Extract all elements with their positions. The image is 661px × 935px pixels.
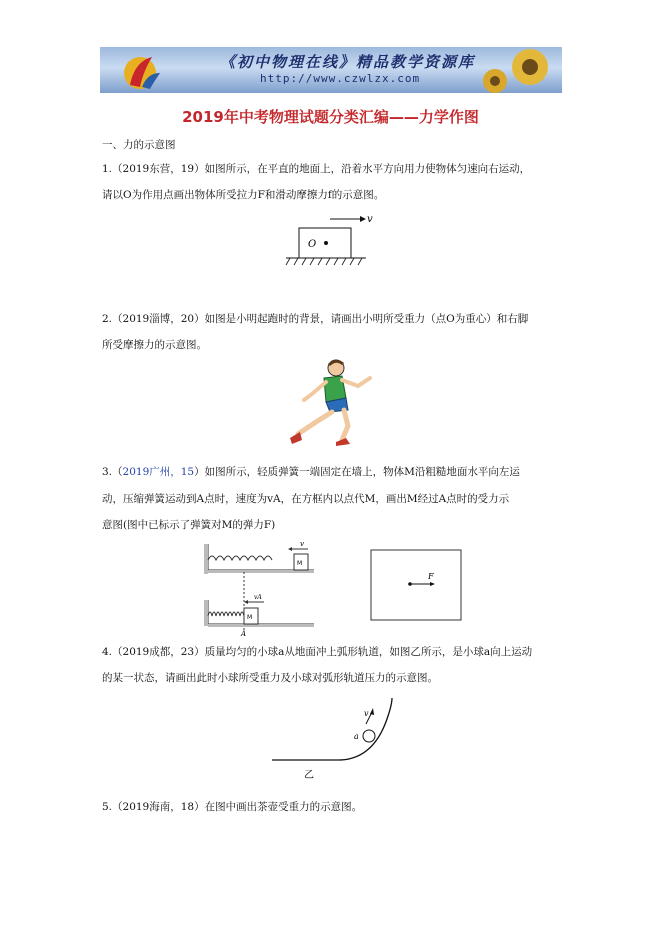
- section-heading: 一、力的示意图: [102, 139, 176, 151]
- document-title: 2019年中考物理试题分类汇编——力学作图: [182, 108, 479, 126]
- q4-label-yi: 乙: [304, 770, 314, 781]
- q3-line1-rest: ）如图所示，轻质弹簧一端固定在墙上，物体M沿粗糙地面水平向左运: [194, 466, 520, 478]
- q3-label-va: vA: [254, 594, 262, 601]
- q1-figure: [282, 212, 382, 270]
- q4-label-v: v: [364, 709, 369, 718]
- q3-label-m-bottom: M: [247, 614, 253, 621]
- q1-label-o: O: [308, 239, 317, 250]
- q3-line1: [102, 466, 520, 479]
- q4-line2: 的某一状态，请画出此时小球所受重力及小球对弧形轨道压力的示意图。: [102, 672, 438, 684]
- q2-line2: 所受摩擦力的示意图。: [102, 339, 207, 351]
- q1-line1: 1.（2019东营，19）如图所示，在平直的地面上，沿着水平方向用力使物体匀速向右运动，: [102, 163, 531, 175]
- banner-title: 《初中物理在线》精品教学资源库: [220, 53, 476, 71]
- q3-label-m-top: M: [297, 560, 303, 567]
- q4-label-a: a: [354, 732, 359, 741]
- q3-line3: 意图(图中已标示了弹簧对M的弹力F): [102, 519, 276, 531]
- q3-label-v: v: [300, 540, 304, 548]
- q2-line1: 2.（2019淄博，20）如图是小明起跑时的背景，请画出小明所受重力（点O为重心）和右脚: [102, 313, 529, 325]
- q5-line1: 5.（2019海南，18）在图中画出茶壶受重力的示意图。: [102, 801, 363, 813]
- q3-source: 2019广州，15: [122, 466, 195, 478]
- q1-label-v: v: [367, 214, 373, 225]
- q3-label-a: A: [241, 630, 247, 638]
- header-banner: [100, 47, 562, 93]
- q4-track-figure: [268, 696, 400, 784]
- q3-label-f: F: [428, 572, 434, 581]
- banner-url: http://www.czwlzx.com: [260, 72, 421, 85]
- q1-line2: 请以O为作用点画出物体所受拉力F和滑动摩擦力f的示意图。: [102, 189, 385, 201]
- q3-prefix: 3.（: [102, 466, 123, 478]
- q3-spring-figure: [204, 540, 318, 638]
- q4-line1: 4.（2019成都，23）质量均匀的小球a从地面冲上弧形轨道，如图乙所示，是小球a向上运动: [102, 646, 533, 658]
- q2-runner-figure: [286, 354, 378, 450]
- q3-answer-box: [370, 549, 462, 621]
- q3-line2: 动，压缩弹簧运动到A点时，速度为vA，在方框内以点代M，画出M经过A点时的受力示: [102, 493, 510, 505]
